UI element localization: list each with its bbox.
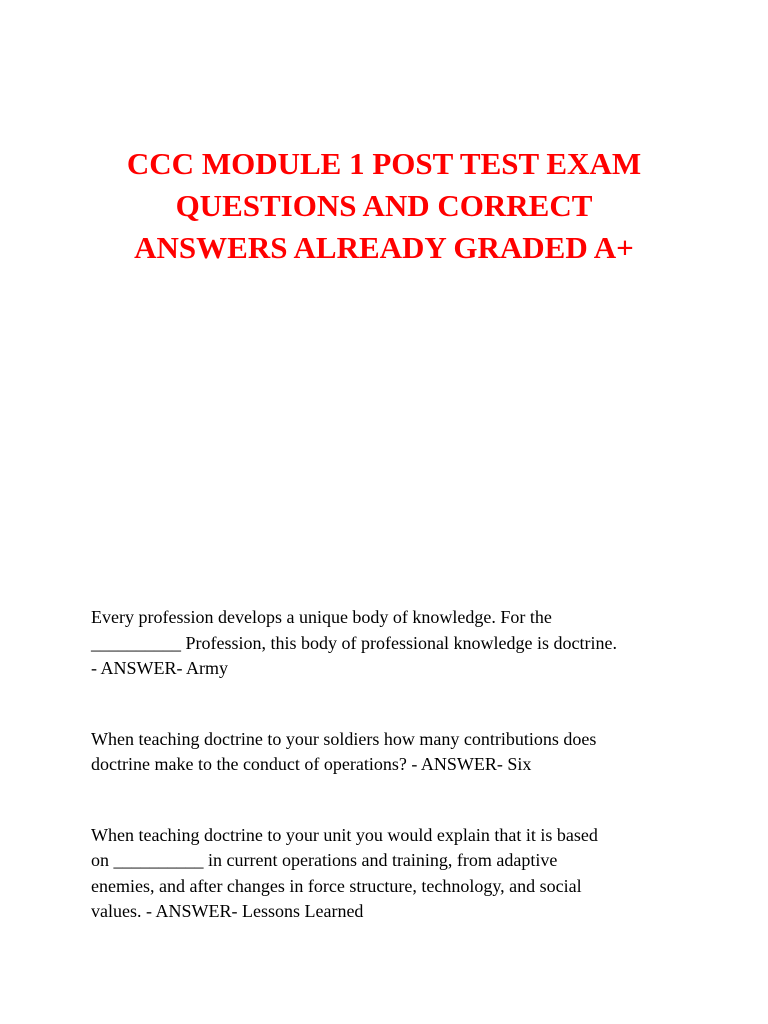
question-answer-line: - ANSWER- Army <box>91 658 228 678</box>
question-answer-line: values. - ANSWER- Lessons Learned <box>91 901 364 921</box>
question-text-line: When teaching doctrine to your unit you would explain that it is based <box>91 824 598 845</box>
question-text-line: When teaching doctrine to your soldiers how many contributions does <box>91 728 597 749</box>
title-line: ANSWERS ALREADY GRADED A+ <box>134 230 634 265</box>
question-text-line: on __________ in current operations and training, from adaptive <box>91 850 558 870</box>
question-item <box>91 727 711 778</box>
question-item <box>91 823 711 925</box>
question-text-line: __________ Profession, this body of professional knowledge is doctrine. <box>91 632 617 653</box>
question-text-line: Every profession develops a unique body of knowledge. For the <box>91 607 552 627</box>
question-text-line: enemies, and after changes in force structure, technology, and social <box>91 875 582 896</box>
title-line: CCC MODULE 1 POST TEST EXAM <box>126 146 642 181</box>
title-line: QUESTIONS AND CORRECT <box>175 188 593 223</box>
question-item <box>91 605 711 682</box>
question-answer-line: doctrine make to the conduct of operations? - ANSWER- Six <box>91 754 532 774</box>
document-title <box>80 143 688 269</box>
question-list <box>91 605 711 970</box>
